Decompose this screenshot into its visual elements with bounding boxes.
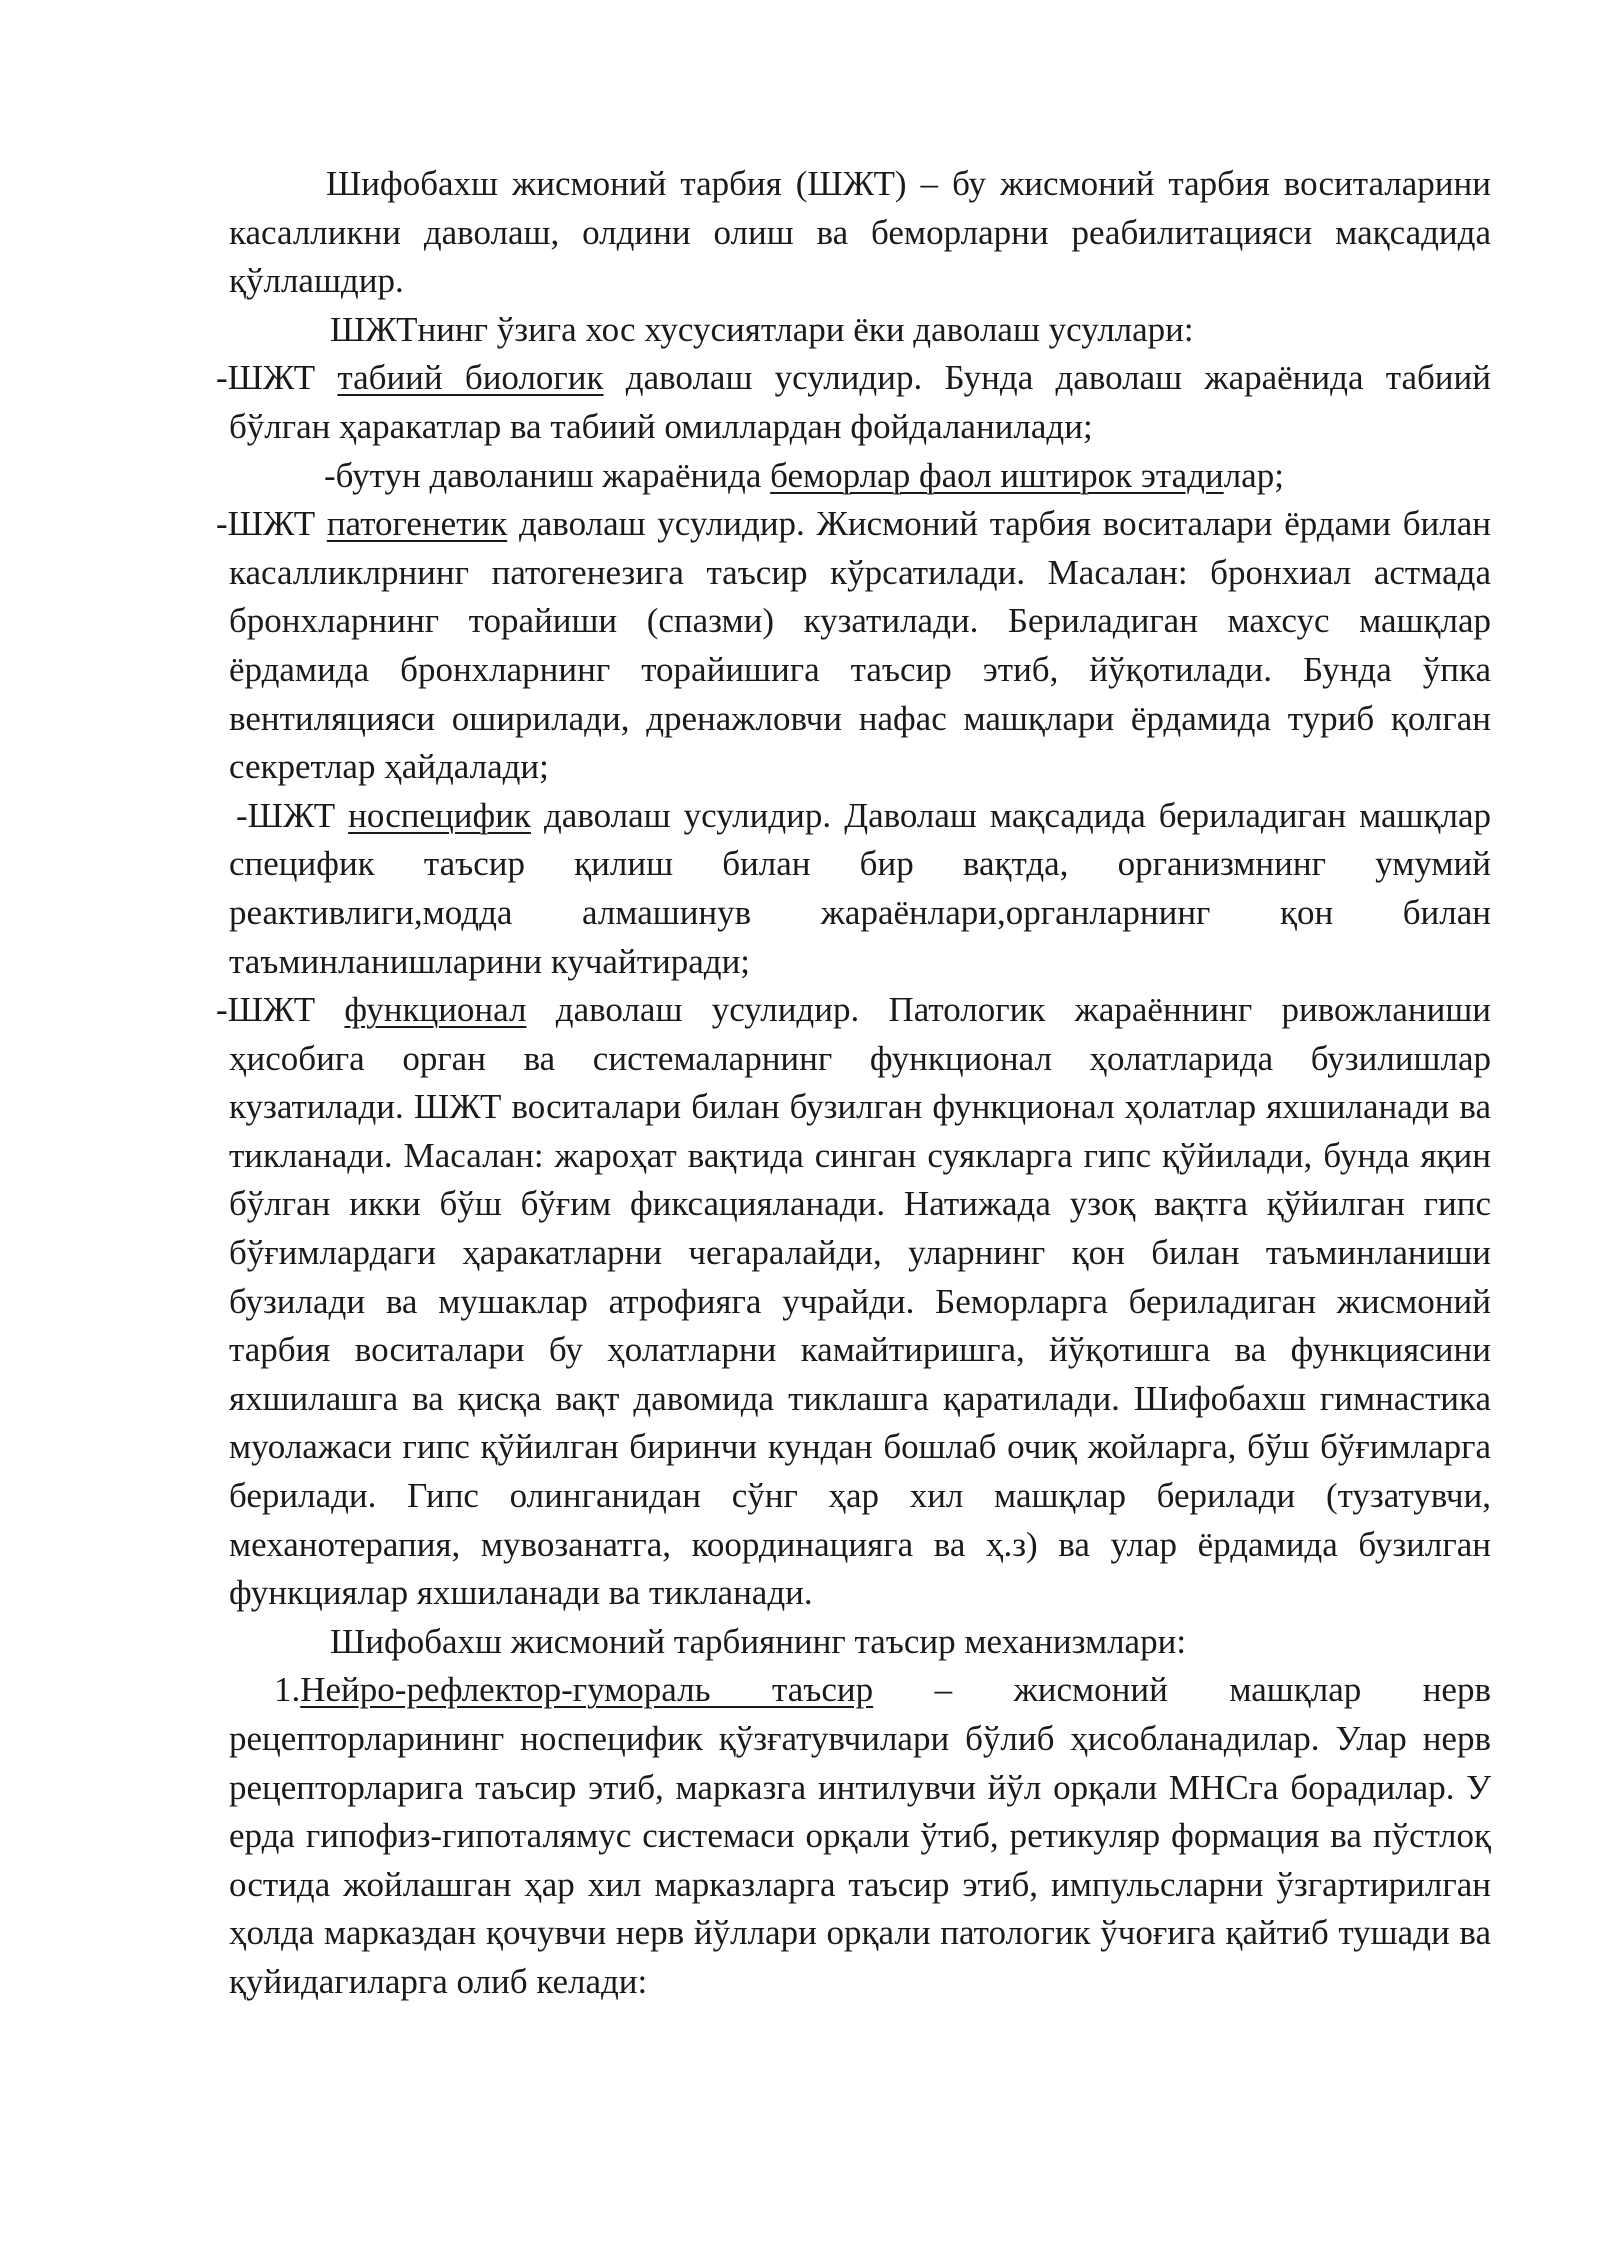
- document-body: [216, 160, 1492, 2007]
- paragraph-natural-biological: [216, 354, 1492, 451]
- underlined-term: носпецифик: [348, 795, 531, 835]
- paragraph-prefix: -ШЖТ: [236, 795, 349, 835]
- paragraph-text: даволаш усулидир. Бунда даволаш жараёнида табиий бўлган ҳаракатлар ва табиий омиллардан фойдаланилади;: [229, 358, 1492, 446]
- paragraph-definition: Шифобахш жисмоний тарбия (ШЖТ) – бу жисмоний тарбия воситаларини касалликни даволаш, олдини олиш ва беморларни реабилитацияси мақсадида қўллашдир.: [229, 164, 1491, 301]
- paragraph-prefix: -ШЖТ: [216, 358, 338, 398]
- underlined-term: Нейро-рефлектор-гумораль таъсир: [300, 1670, 874, 1710]
- paragraph-methods-heading: ШЖТнинг ўзига хос хусусиятлари ёки даволаш усуллари:: [330, 309, 1194, 349]
- underlined-term: патогенетик: [326, 504, 508, 544]
- paragraph-text: даволаш усулидир. Даволаш мақсадида бериладиган машқлар специфик таъсир қилиш билан бир вақтда, организмнинг умумий реактивлиги,модда алмашинув жараёнлари,органларнинг қон билан таъминланишларини кучайтиради;: [229, 795, 1491, 981]
- paragraph-nonspecific: [229, 792, 1491, 986]
- paragraph-pathogenetic: [216, 500, 1492, 792]
- paragraph-prefix: -бутун даволаниш жараёнида: [324, 455, 771, 495]
- underlined-term: функционал: [344, 990, 527, 1030]
- paragraph-text: даволаш усулидир. Жисмоний тарбия воситалари ёрдами билан касалликлрнинг патогенезига таъсир кўрсатилади. Масалан: бронхиал астмада бронхларнинг торайиши (спазми) кузатилади. Бериладиган махсус машқлар ёрдамида бронхларнинг торайишига таъсир этиб, йўқотилади. Бунда ўпка вентиляцияси оширилади, дренажловчи нафас машқлари ёрдамида туриб қолган секретлар ҳайдалади;: [229, 504, 1492, 787]
- underlined-term: табиий биологик: [337, 358, 604, 398]
- paragraph-functional: [216, 986, 1491, 1618]
- paragraph-active-participation: [229, 452, 1491, 501]
- paragraph-mechanisms-heading: Шифобахш жисмоний тарбиянинг таъсир механизмлари:: [330, 1621, 1187, 1661]
- underlined-term: беморлар фаол иштирок этади: [770, 455, 1224, 495]
- paragraph-prefix: -ШЖТ: [216, 504, 327, 544]
- paragraph-prefix: -ШЖТ: [216, 990, 345, 1030]
- paragraph-neuro-reflex: [229, 1666, 1491, 2006]
- paragraph-text: лар;: [1223, 455, 1284, 495]
- paragraph-text: – жисмоний машқлар нерв рецепторларининг носпецифик қўзғатувчилари бўлиб ҳисобланадилар. Улар нерв рецепторларига таъсир этиб, марказга интилувчи йўл орқали МНСга борадилар. У ерда гипофиз-гипоталямус системаси орқали ўтиб, ретикуляр формация ва пўстлоқ остида жойлашган ҳар хил марказларга таъсир этиб, импульсларни ўзгартирилган ҳолда марказдан қочувчи нерв йўллари орқали патологик ўчоғига қайтиб тушади ва қуйидагиларга олиб келади:: [229, 1670, 1491, 2001]
- paragraph-text: даволаш усулидир. Патологик жараённинг ривожланиши ҳисобига орган ва системаларнинг функционал ҳолатларида бузилишлар кузатилади. ШЖТ воситалари билан бузилган функционал ҳолатлар яхшиланади ва тикланади. Масалан: жароҳат вақтида синган суякларга гипс қўйилади, бунда яқин бўлган икки бўш бўғим фиксацияланади. Натижада узоқ вақтга қўйилган гипс бўғимлардаги ҳаракатларни чегаралайди, уларнинг қон билан таъминланиши бузилади ва мушаклар атрофияга учрайди. Беморларга бериладиган жисмоний тарбия воситалари бу ҳолатларни камайтиришга, йўқотишга ва функциясини яхшилашга ва қисқа вақт давомида тиклашга қаратилади. Шифобахш гимнастика муолажаси гипс қўйилган биринчи кундан бошлаб очиқ жойларга, бўш бўғимларга берилади. Гипс олинганидан сўнг ҳар хил машқлар берилади (тузатувчи, механотерапия, мувозанатга, координацияга ва ҳ.з) ва улар ёрдамида бузилган функциялар яхшиланади ва тикланади.: [229, 990, 1491, 1613]
- list-number: 1.: [274, 1670, 301, 1710]
